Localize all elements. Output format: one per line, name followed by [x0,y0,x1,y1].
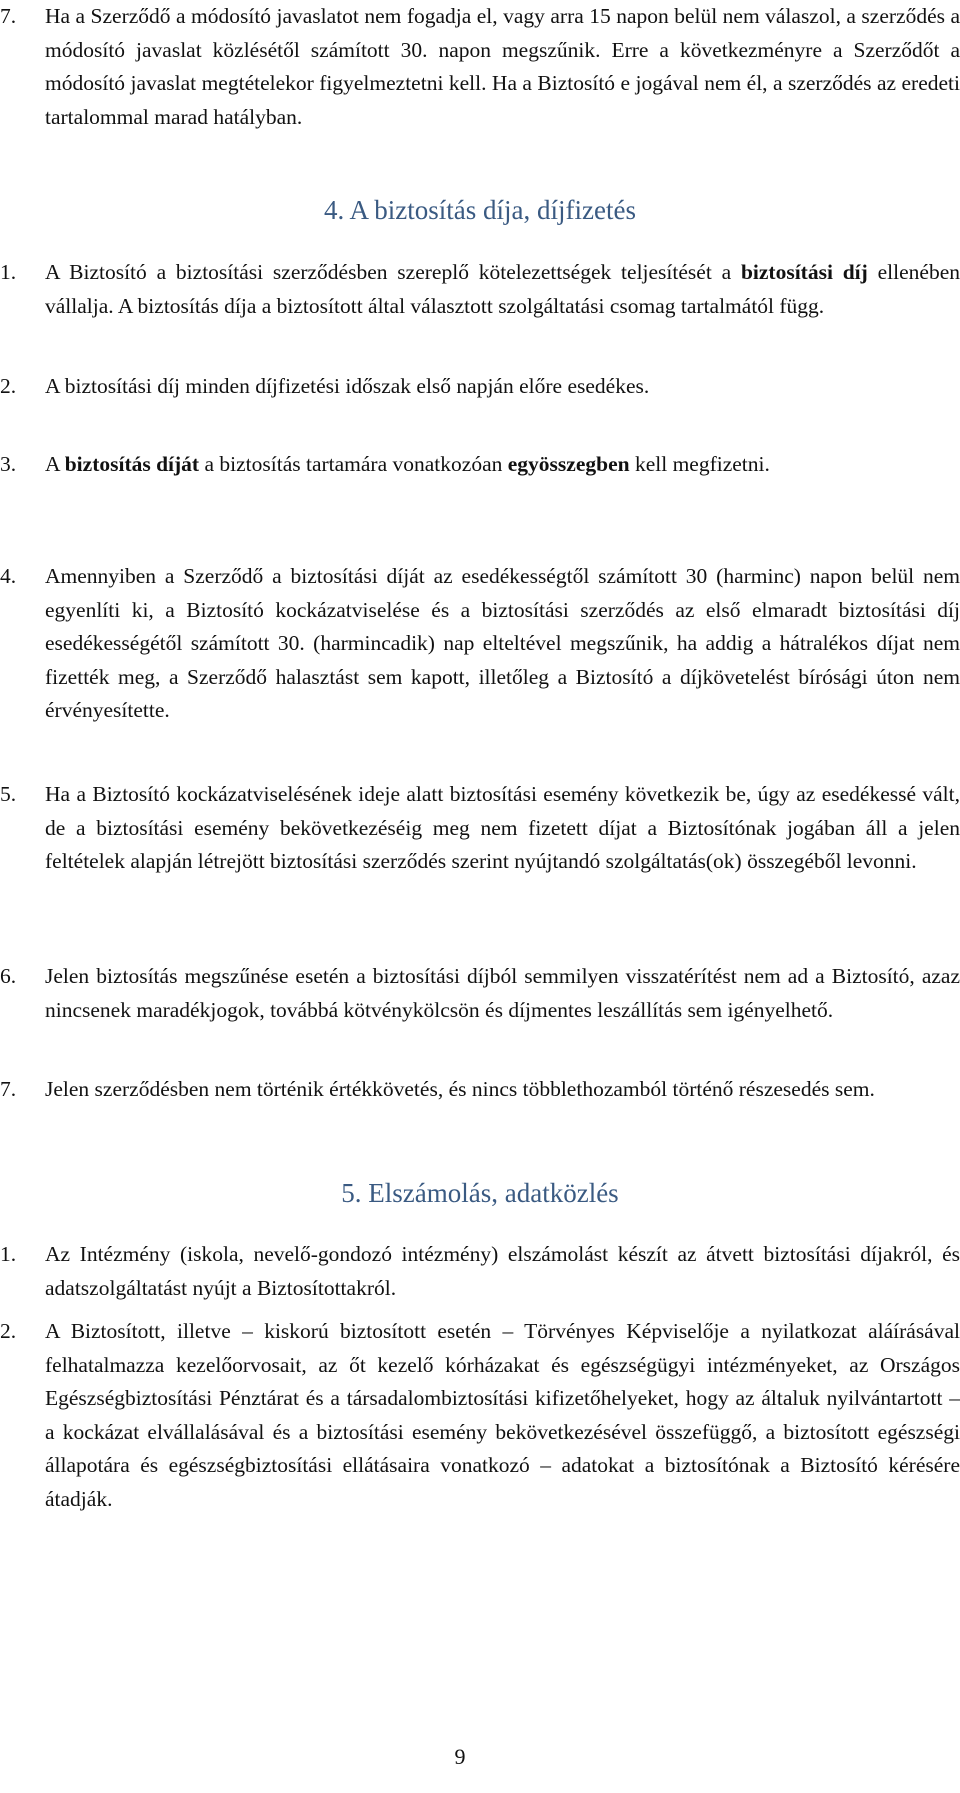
list-item [0,1238,960,1305]
list-item [0,256,960,323]
item-number: 5. [0,782,17,806]
section-heading: 5. Elszámolás, adatközlés [341,1178,619,1208]
item-text: Amennyiben a Szerződő a biztosítási díját az esedékességtől számított 30 (harminc) napon belül nem egyenlíti ki, a Biztosító kockázatviselése és a biztosítási szerződés az első elmaradt biztosítási díj esedékességétől számított 30. (harmincadik) nap elteltével megszűnik, ha addig a hátralékos díjat nem fizették meg, a Szerződő halasztást sem kapott, illetőleg a Biztosító a díjkövetelést bírósági úton nem érvényesítette. [45,564,960,722]
item-number: 6. [0,964,17,988]
item-number: 2. [0,374,17,398]
item-text: A biztosítás díját a biztosítás tartamára vonatkozóan egyösszegben kell megfizetni. [45,452,770,476]
item-text: A biztosítási díj minden díjfizetési időszak első napján előre esedékes. [45,374,650,398]
item-text: Jelen biztosítás megszűnése esetén a biztosítási díjból semmilyen visszatérítést nem ad a Biztosító, azaz nincsenek maradékjogok, továbbá kötvénykölcsön és díjmentes leszállítás sem igényelhető. [45,964,960,1022]
item-number: 4. [0,564,17,588]
item-text: Jelen szerződésben nem történik értékkövetés, és nincs többlethozamból történő részesedés sem. [45,1077,875,1101]
item-text: Ha a Biztosító kockázatviselésének ideje alatt biztosítási esemény következik be, úgy az esedékessé vált, de a biztosítási esemény bekövetkezéséig meg nem fizetett díjat a Biztosítónak jogában áll a jelen feltételek alapján létrejött biztosítási szerződés szerint nyújtandó szolgáltatás(ok) összegéből levonni. [45,782,960,873]
item-text: A Biztosított, illetve – kiskorú biztosított esetén – Törvényes Képviselője a nyilatkozat aláírásával felhatalmazza kezelőorvosait, az őt kezelő kórházakat és egészségügyi intézményeket, az Országos Egészségbiztosítási Pénztárat és a társadalombiztosítási kifizetőhelyeket, hogy az általuk nyilvántartott – a kockázat elvállalásával és a biztosítási esemény bekövetkezésével összefüggő, a biztosított egészségi állapotára és egészségbiztosítási ellátásaira vonatkozó – adatokat a biztosítónak a Biztosító kérésére átadják. [45,1319,960,1511]
item-text: Az Intézmény (iskola, nevelő-gondozó intézmény) elszámolást készít az átvett biztosítási díjakról, és adatszolgáltatást nyújt a Biztosítottakról. [45,1242,960,1300]
bold-term: egyösszegben [507,452,630,476]
item-number: 7. [0,4,17,28]
page-number: 9 [454,1744,466,1769]
list-item [0,1315,960,1516]
item-number: 3. [0,452,17,476]
list-item [0,0,960,134]
item-number: 1. [0,1242,17,1266]
list-item [0,370,960,404]
list-item [0,448,960,482]
item-text: Ha a Szerződő a módosító javaslatot nem fogadja el, vagy arra 15 napon belül nem válaszol, a szerződés a módosító javaslat közlésétől számított 30. napon megszűnik. Erre a következményre a Szerződőt a módosító javaslat megtételekor figyelmeztetni kell. Ha a Biztosító e jogával nem él, a szerződés az eredeti tartalommal marad hatályban. [45,4,960,129]
item-number: 7. [0,1077,17,1101]
list-item [0,560,960,728]
list-item [0,778,960,879]
list-item [0,1073,960,1107]
item-number: 1. [0,260,17,284]
list-item [0,960,960,1027]
item-number: 2. [0,1319,17,1343]
bold-term: biztosítási díj [740,260,868,284]
section-heading: 4. A biztosítás díja, díjfizetés [324,195,636,225]
item-text: A Biztosító a biztosítási szerződésben szereplő kötelezettségek teljesítését a biztosítási díj ellenében vállalja. A biztosítás díja a biztosított által választott szolgáltatási csomag tartalmától függ. [45,260,960,318]
bold-term: biztosítás díját [64,452,200,476]
